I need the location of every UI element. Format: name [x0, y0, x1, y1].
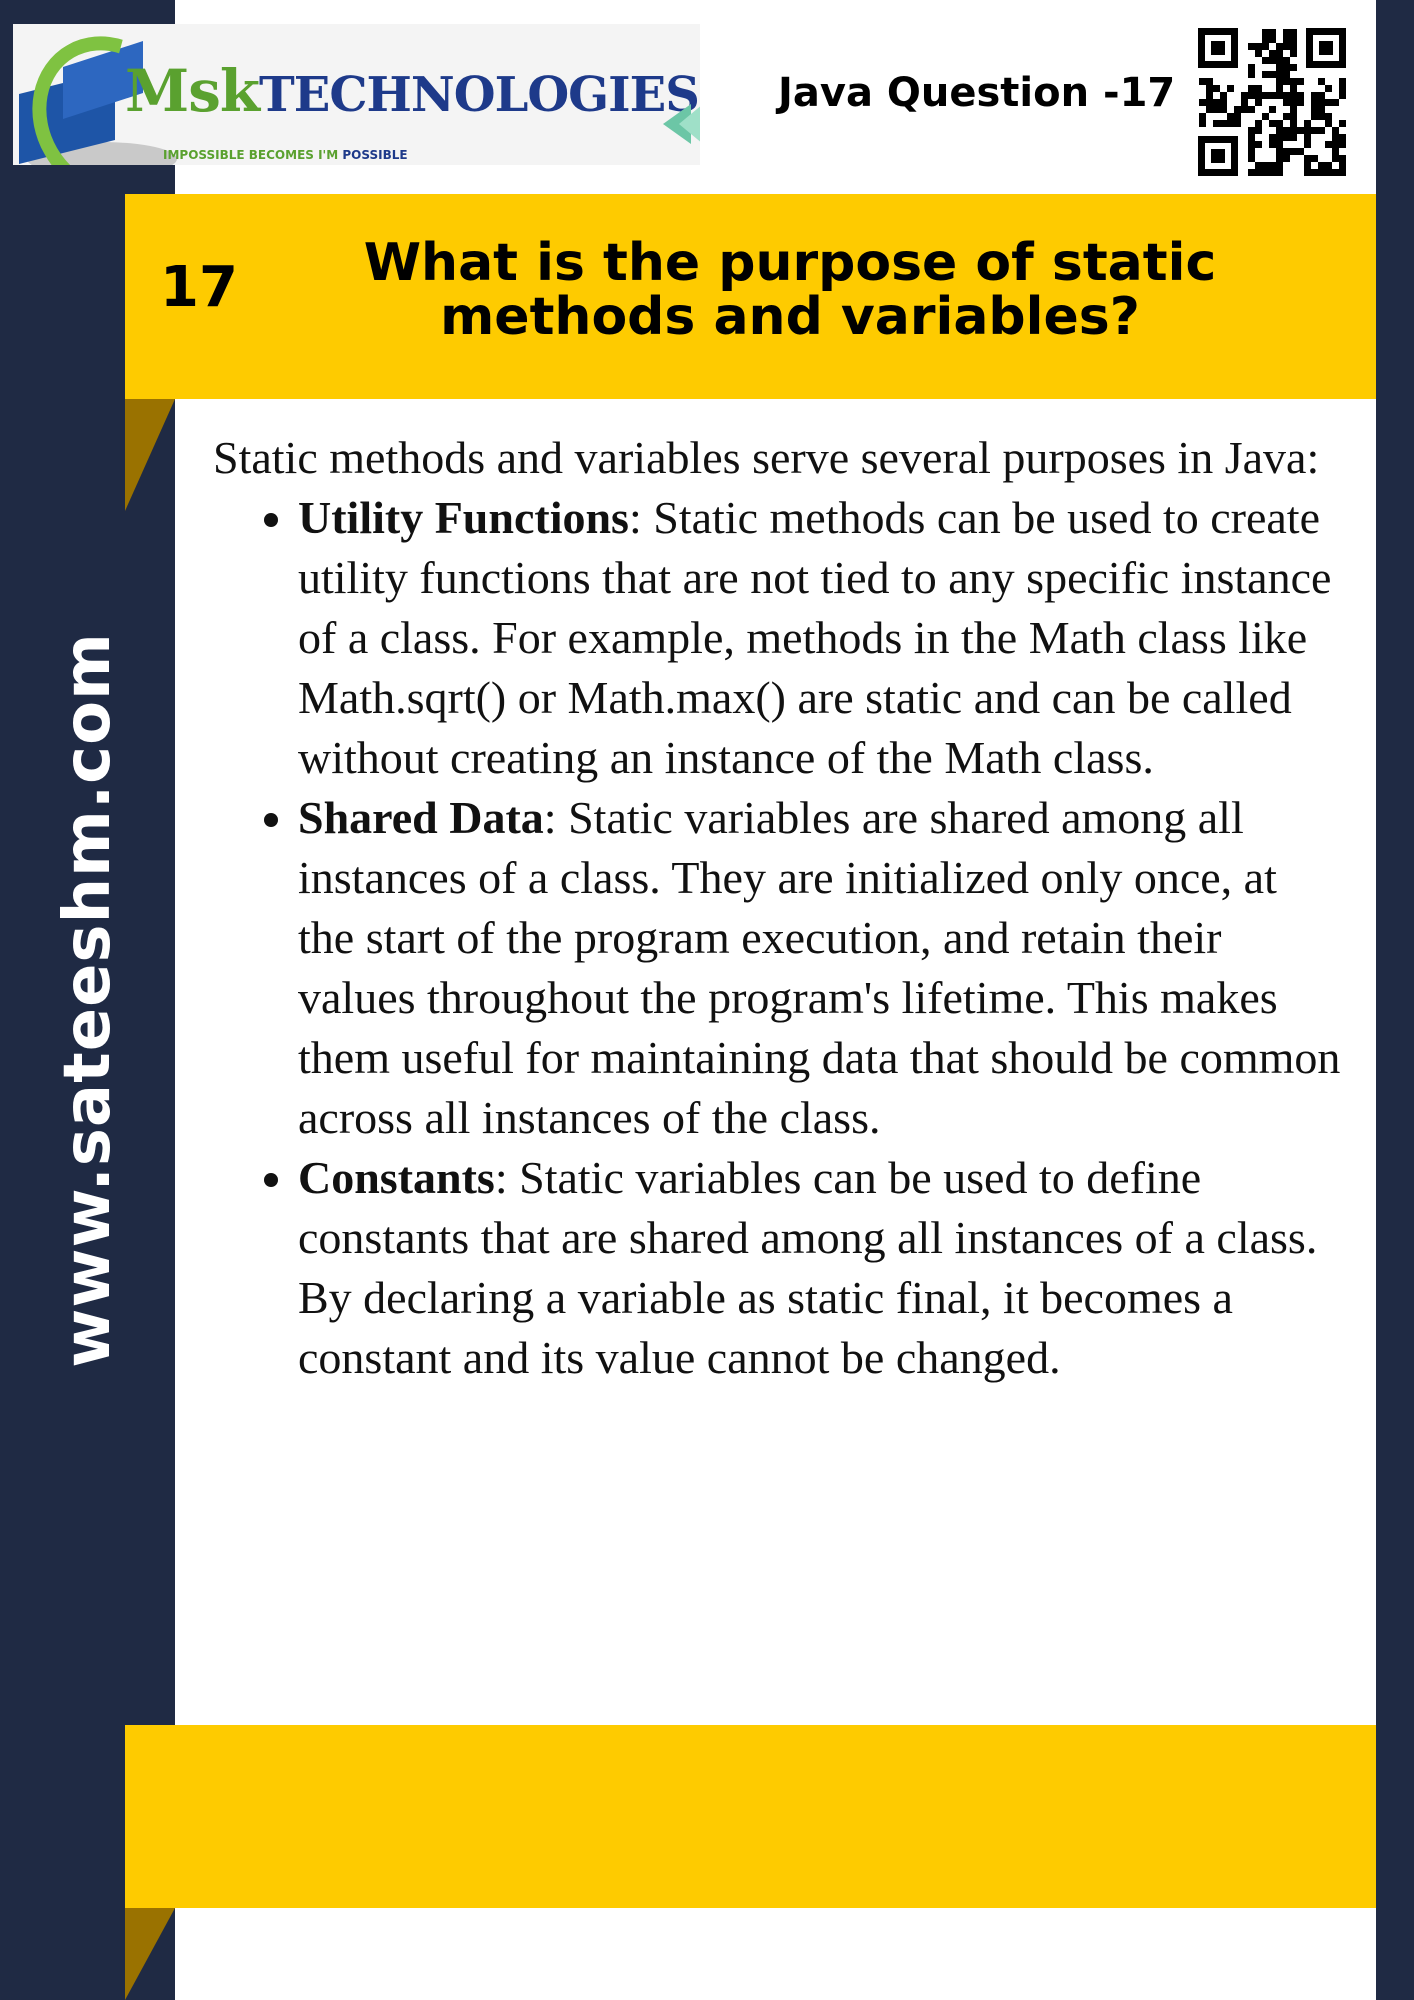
list-item-text: : Static methods can be used to create utility functions that are not tied to any specific instance of a class. For example, methods in the Math class like Math.sqrt() or Math.max() are static and can be called without creating an instance of the Math class.	[298, 492, 1332, 783]
qr-module	[1311, 169, 1318, 176]
qr-module	[1248, 85, 1255, 92]
qr-module	[1297, 92, 1304, 99]
qr-module	[1283, 29, 1290, 36]
qr-code-icon	[1198, 28, 1346, 176]
qr-module	[1269, 92, 1276, 99]
qr-module	[1290, 78, 1297, 85]
qr-module	[1213, 85, 1220, 92]
qr-module	[1262, 92, 1269, 99]
qr-module	[1248, 43, 1255, 50]
qr-module	[1206, 99, 1213, 106]
qr-module	[1304, 162, 1311, 169]
qr-module	[1304, 127, 1311, 134]
list-item-term: Utility Functions	[298, 492, 629, 543]
qr-module	[1269, 50, 1276, 57]
qr-module	[1227, 85, 1234, 92]
purpose-list	[213, 488, 1343, 1388]
qr-module	[1248, 155, 1255, 162]
answer-intro: Static methods and variables serve several purposes in Java:	[213, 432, 1320, 483]
qr-module	[1311, 99, 1318, 106]
qr-module	[1213, 106, 1220, 113]
qr-module	[1269, 106, 1276, 113]
qr-module	[1276, 120, 1283, 127]
qr-module	[1199, 99, 1206, 106]
qr-module	[1276, 43, 1283, 50]
qr-module	[1262, 162, 1269, 169]
qr-module	[1213, 120, 1220, 127]
qr-module	[1290, 36, 1297, 43]
qr-module	[1206, 106, 1213, 113]
qr-module	[1276, 78, 1283, 85]
qr-module	[1262, 169, 1269, 176]
qr-module	[1262, 113, 1269, 120]
qr-finder-bottom-left	[1198, 136, 1238, 176]
qr-module	[1318, 127, 1325, 134]
qr-module	[1234, 120, 1241, 127]
qr-module	[1304, 120, 1311, 127]
qr-module	[1325, 85, 1332, 92]
qr-module	[1290, 29, 1297, 36]
qr-module	[1290, 99, 1297, 106]
side-website-url: www.sateeshm.com	[51, 632, 125, 1368]
list-item-term: Constants	[298, 1152, 495, 1203]
qr-module	[1276, 148, 1283, 155]
company-logo	[13, 24, 700, 165]
qr-module	[1332, 155, 1339, 162]
qr-module	[1311, 155, 1318, 162]
qr-module	[1325, 120, 1332, 127]
qr-module	[1304, 169, 1311, 176]
qr-module	[1311, 127, 1318, 134]
qr-module	[1290, 43, 1297, 50]
list-item	[298, 1148, 1343, 1388]
qr-module	[1283, 92, 1290, 99]
qr-module	[1269, 120, 1276, 127]
qr-module	[1318, 169, 1325, 176]
qr-module	[1255, 169, 1262, 176]
qr-module	[1269, 134, 1276, 141]
qr-module	[1339, 85, 1346, 92]
ribbon-fold-bottom	[125, 1908, 175, 2000]
qr-module	[1269, 71, 1276, 78]
qr-module	[1248, 148, 1255, 155]
qr-module	[1262, 29, 1269, 36]
qr-module	[1248, 127, 1255, 134]
question-number: 17	[160, 255, 238, 320]
qr-module	[1199, 113, 1206, 120]
qr-module	[1339, 141, 1346, 148]
qr-module	[1339, 169, 1346, 176]
answer-body	[213, 428, 1343, 1388]
qr-module	[1206, 78, 1213, 85]
qr-module	[1311, 113, 1318, 120]
qr-module	[1283, 36, 1290, 43]
qr-module	[1283, 43, 1290, 50]
qr-module	[1283, 155, 1290, 162]
qr-module	[1255, 120, 1262, 127]
right-edge-band	[1376, 0, 1414, 2000]
qr-module	[1220, 106, 1227, 113]
qr-module	[1269, 36, 1276, 43]
qr-module	[1276, 50, 1283, 57]
qr-module	[1276, 155, 1283, 162]
qr-module	[1255, 99, 1262, 106]
qr-module	[1248, 106, 1255, 113]
qr-module	[1262, 71, 1269, 78]
qr-module	[1332, 169, 1339, 176]
qr-module	[1290, 50, 1297, 57]
qr-module	[1339, 134, 1346, 141]
qr-module	[1311, 106, 1318, 113]
qr-module	[1276, 141, 1283, 148]
qr-module	[1339, 120, 1346, 127]
list-item-term: Shared Data	[298, 792, 544, 843]
qr-module	[1290, 92, 1297, 99]
qr-module	[1283, 134, 1290, 141]
ribbon-fold-top	[125, 399, 175, 511]
qr-module	[1318, 92, 1325, 99]
qr-module	[1297, 127, 1304, 134]
logo-wordmark-msk: Msk	[125, 57, 260, 125]
qr-module	[1276, 64, 1283, 71]
qr-module	[1318, 113, 1325, 120]
qr-module	[1255, 92, 1262, 99]
qr-module	[1262, 36, 1269, 43]
qr-module	[1297, 99, 1304, 106]
qr-module	[1325, 162, 1332, 169]
qr-module	[1276, 57, 1283, 64]
qr-module	[1332, 127, 1339, 134]
qr-module	[1283, 71, 1290, 78]
qr-module	[1339, 78, 1346, 85]
qr-module	[1234, 106, 1241, 113]
list-item-text: : Static variables are shared among all instances of a class. They are initialized only once, at the start of the program execution, and retain their values throughout the program's lifetime. This makes them useful for maintaining data that should be common across all instances of the class.	[298, 792, 1341, 1143]
qr-module	[1339, 92, 1346, 99]
qr-module	[1276, 71, 1283, 78]
qr-module	[1248, 71, 1255, 78]
qr-module	[1283, 148, 1290, 155]
page-title: Java Question -17	[778, 70, 1176, 116]
qr-module	[1276, 85, 1283, 92]
qr-module	[1297, 148, 1304, 155]
qr-module	[1290, 64, 1297, 71]
qr-module	[1199, 78, 1206, 85]
qr-module	[1220, 99, 1227, 106]
qr-module	[1241, 106, 1248, 113]
qr-module	[1276, 169, 1283, 176]
logo-tagline	[163, 148, 408, 162]
qr-module	[1276, 162, 1283, 169]
qr-module	[1199, 120, 1206, 127]
qr-module	[1262, 43, 1269, 50]
qr-module	[1283, 99, 1290, 106]
qr-module	[1325, 99, 1332, 106]
qr-module	[1332, 99, 1339, 106]
qr-module	[1276, 92, 1283, 99]
qr-module	[1339, 162, 1346, 169]
qr-module	[1234, 113, 1241, 120]
qr-module	[1241, 92, 1248, 99]
qr-module	[1290, 134, 1297, 141]
qr-module	[1269, 169, 1276, 176]
qr-module	[1213, 99, 1220, 106]
qr-module	[1269, 162, 1276, 169]
qr-module	[1206, 85, 1213, 92]
qr-module	[1311, 92, 1318, 99]
qr-module	[1283, 78, 1290, 85]
qr-module	[1220, 92, 1227, 99]
qr-module	[1318, 78, 1325, 85]
qr-module	[1262, 57, 1269, 64]
qr-module	[1269, 29, 1276, 36]
qr-module	[1290, 120, 1297, 127]
logo-wordmark-technologies: TECHNOLOGIES	[259, 67, 699, 123]
qr-module	[1248, 169, 1255, 176]
qr-module	[1290, 106, 1297, 113]
qr-module	[1255, 50, 1262, 57]
qr-module	[1269, 141, 1276, 148]
qr-module	[1318, 99, 1325, 106]
qr-module	[1241, 99, 1248, 106]
qr-module	[1304, 155, 1311, 162]
qr-module	[1255, 85, 1262, 92]
qr-module	[1318, 162, 1325, 169]
qr-module	[1255, 162, 1262, 169]
qr-module	[1304, 134, 1311, 141]
qr-module	[1283, 127, 1290, 134]
qr-module	[1255, 43, 1262, 50]
logo-tagline-part1: IMPOSSIBLE BECOMES I'M	[163, 148, 343, 162]
qr-module	[1290, 127, 1297, 134]
qr-module	[1325, 113, 1332, 120]
list-item-text: : Static variables can be used to define constants that are shared among all instances of a class. By declaring a variable as static final, it becomes a constant and its value cannot be changed.	[298, 1152, 1318, 1383]
qr-module	[1339, 155, 1346, 162]
qr-module	[1269, 57, 1276, 64]
qr-finder-top-right	[1306, 28, 1346, 68]
qr-module	[1248, 134, 1255, 141]
qr-module	[1255, 127, 1262, 134]
qr-module	[1290, 85, 1297, 92]
qr-module	[1276, 127, 1283, 134]
footer-band	[125, 1725, 1376, 1908]
qr-module	[1206, 92, 1213, 99]
qr-module	[1325, 169, 1332, 176]
qr-module	[1332, 148, 1339, 155]
qr-module	[1304, 141, 1311, 148]
logo-wordmark	[125, 57, 699, 125]
qr-module	[1318, 106, 1325, 113]
qr-module	[1332, 141, 1339, 148]
qr-module	[1248, 64, 1255, 71]
qr-module	[1332, 134, 1339, 141]
qr-module	[1227, 113, 1234, 120]
qr-module	[1290, 113, 1297, 120]
list-item	[298, 788, 1343, 1148]
qr-module	[1283, 57, 1290, 64]
qr-module	[1220, 120, 1227, 127]
qr-finder-top-left	[1198, 28, 1238, 68]
arrow-icon-secondary	[679, 104, 700, 144]
list-item	[298, 488, 1343, 788]
qr-module	[1227, 120, 1234, 127]
question-title: What is the purpose of static methods and variables?	[363, 233, 1217, 347]
qr-module	[1248, 92, 1255, 99]
qr-module	[1283, 64, 1290, 71]
qr-module	[1297, 78, 1304, 85]
qr-module	[1255, 141, 1262, 148]
qr-module	[1283, 113, 1290, 120]
qr-module	[1325, 141, 1332, 148]
qr-module	[1248, 141, 1255, 148]
logo-tagline-part2: POSSIBLE	[342, 148, 408, 162]
qr-module	[1276, 134, 1283, 141]
qr-module	[1290, 148, 1297, 155]
